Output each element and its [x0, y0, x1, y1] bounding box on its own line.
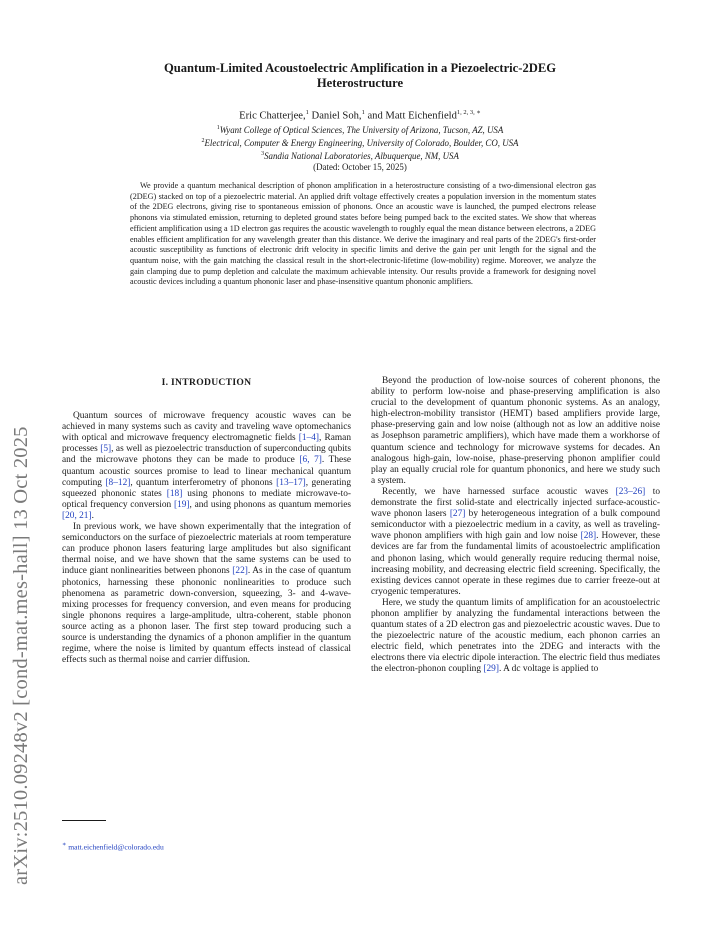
author-name: and Matt Eichenfield	[367, 110, 457, 122]
citation-link[interactable]: [18]	[166, 488, 183, 499]
citation-link[interactable]: [27]	[449, 509, 466, 520]
abstract-text: We provide a quantum mechanical description of phonon amplification in a heterostructure consisting of a two-dimensional electron gas (2DEG) stacked on top of a piezoelectric material. An applied drift voltage effectively creates a population inversion in the momentum states of the 2DEG electrons, giving rise to spontaneous emission of phonons. Once an acoustic wave is launched, the pumped electrons release phonons via stimulated emission, returning to depleted ground states before being pumped back to the excited states. We show that whereas efficient amplification using a 1D electron gas requires the acoustic wavelength to roughly equal the mean distance between electrons, a 2DEG enables efficient amplification for any wavelength greater than this distance. We derive the imaginary and real parts of the 2DEG's first-order acoustic susceptibility as functions of electronic drift velocity in specific limits and derive the gain per unit length for the signal and the quantum noise, with the gain matching the classical result in the short-electronic-lifetime (low-mobility) regime. Moreover, we analyze the gain clamping due to pump depletion and calculate the maximum achievable intensity. Our results provide a framework for designing novel acoustic devices including a quantum phononic laser and phase-insensitive quantum phononic amplifiers.	[130, 181, 596, 287]
citation-link[interactable]: [19]	[173, 499, 190, 510]
text-run: Beyond the production of low-noise sources of coherent phonons, the ability to perform low-noise and phase-preserving amplification is also crucial to the development of quantum phononic systems. As an analogy, high-electron-mobility transistor (HEMT) based amplifiers provide large, phase-preserving gain and low noise (although not as low an additive noise as Josephson parametric amplifiers), which have made them a workhorse of quantum science and technology for microwave systems for decades. An analogous high-gain, low-noise, phase-preserving phonon amplifier could play an equally crucial role for quantum phononics, and here we study such a system.	[371, 376, 660, 486]
citation-link[interactable]: [20, 21]	[62, 510, 92, 521]
paragraph	[371, 376, 660, 487]
author-name: Eric Chatterjee,	[239, 110, 306, 122]
citation-link[interactable]: [1–4]	[298, 433, 320, 444]
paragraph	[371, 487, 660, 598]
affiliation-text: Wyant College of Optical Sciences, The University of Arizona, Tucson, AZ, USA	[219, 124, 504, 135]
title-line-2: Heterostructure	[316, 76, 404, 90]
affiliation-text: Sandia National Laboratories, Albuquerque, NM, USA	[264, 151, 459, 162]
text-run: , and using phonons as quantum memories	[189, 499, 351, 510]
author-affil-mark: 1	[305, 109, 309, 116]
affiliation	[100, 149, 620, 162]
text-run: , Raman processes	[62, 433, 351, 455]
text-run: . However, these devices are far from the fundamental limits of acoustoelectric amplification and phonon lasing, which would generally require reducing thermal noise, increasing mobility, and decreasing electric field screening. Specifically, the existing devices cannot operate in these regimes due to carrier freeze-out at cryogenic temperatures.	[371, 531, 660, 597]
paragraph	[62, 522, 351, 666]
footnote	[62, 841, 164, 852]
author-affil-mark: 1	[361, 109, 365, 116]
citation-link[interactable]: [22]	[232, 566, 248, 577]
email-link[interactable]: matt.eichenfield@colorado.edu	[68, 842, 164, 852]
author-list	[100, 108, 620, 122]
text-run: . As in the case of quantum photonics, harnessing these phononic nonlinearities to produce such phenomena as parametric down-conversion, squeezing, 3- and 4-wave-mixing processes for frequency conversion, and even means for producing single phonons requires a large-amplitude, ultra-coherent, stable phonon source acting as a phonon laser. The first step toward producing such a source is understanding the dynamics of a phonon amplifier in the quantum regime, where the noise is limited by quantum effects instead of classical effects such as thermal noise and carrier diffusion.	[62, 566, 351, 666]
text-run: . These quantum acoustic sources promise to lead to linear mechanical quantum computing	[62, 455, 351, 488]
text-run: .	[91, 510, 94, 521]
abstract	[130, 181, 596, 288]
text-run: , generating squeezed phononic states	[62, 477, 351, 499]
citation-link[interactable]: [8–12]	[105, 477, 131, 488]
text-run: Quantum sources of microwave frequency acoustic waves can be achieved in many systems such as cavity and traveling wave optomechanics with optical and microwave frequency electromagnetic fields	[62, 411, 351, 444]
text-run: , quantum interferometry of phonons	[130, 477, 277, 488]
citation-link[interactable]: [13–17]	[276, 477, 306, 488]
date-line: (Dated: October 15, 2025)	[313, 162, 407, 172]
text-run: using phonons to mediate microwave-to-optical frequency conversion	[62, 488, 351, 510]
citation-link[interactable]: [29]	[483, 664, 499, 675]
affiliation-list	[100, 123, 620, 163]
title-line-1: Quantum-Limited Acoustoelectric Amplification in a Piezoelectric-2DEG	[163, 61, 557, 75]
paragraph	[371, 598, 660, 676]
footnote-rule	[62, 820, 106, 821]
affiliation-mark: 3	[261, 151, 265, 158]
paragraph	[62, 411, 351, 522]
arxiv-identifier-stamp: arXiv:2510.09248v2 [cond-mat.mes-hall] 13 Oct 2025	[10, 426, 32, 885]
paper-title	[100, 61, 620, 91]
text-run: Here, we study the quantum limits of amplification for an acoustoelectric phonon amplifier by analyzing the fundamental interactions between the quantum states of a 2D electron gas and piezoelectric acoustic waves. Due to the piezoelectric nature of the acoustic medium, each phonon carries an electric field, which penetrates into the 2DEG and interacts with the electrons there via electric dipole interaction. The electric field thus mediates the electron-phonon coupling	[371, 597, 660, 675]
text-run: , as well as piezoelectric transduction of superconducting qubits and the microwave photons they can be made to produce	[62, 444, 351, 466]
affiliation-mark: 2	[201, 138, 205, 145]
right-column	[371, 376, 660, 676]
citation-link[interactable]: [28]	[580, 531, 597, 542]
affiliation	[100, 136, 620, 149]
footnote-mark: ∗	[62, 841, 67, 848]
citation-link[interactable]: [6, 7]	[299, 455, 322, 466]
text-run: Recently, we have harnessed surface acoustic waves	[382, 486, 616, 497]
author-affil-mark: 1, 2, 3, ∗	[456, 109, 481, 116]
affiliation-text: Electrical, Computer & Energy Engineering, University of Colorado, Boulder, CO, USA	[204, 138, 519, 149]
text-run: In previous work, we have shown experimentally that the integration of semiconductors on the surface of piezoelectric materials at room temperature can produce phonon lasers featuring large amplitudes but also significant thermal noise, and we have shown that the same systems can be used to induce giant nonlinearities between phonons	[62, 522, 351, 577]
section-heading-introduction: I. INTRODUCTION	[161, 377, 252, 388]
citation-link[interactable]: [5]	[100, 444, 112, 455]
left-column	[62, 377, 351, 666]
text-run: by heterogeneous integration of a bulk compound semiconductor with a piezoelectric medium in a cavity, as well as traveling-wave phonon amplifiers with high gain and low noise	[371, 509, 660, 542]
affiliation	[100, 123, 620, 136]
citation-link[interactable]: [23–26]	[615, 486, 646, 497]
text-run: to demonstrate the first solid-state and electrically injected surface-acoustic-wave phonon lasers	[371, 486, 660, 520]
text-run: . A dc voltage is applied to	[498, 664, 599, 675]
affiliation-mark: 1	[216, 125, 220, 131]
author-name: Daniel Soh,	[311, 110, 362, 122]
